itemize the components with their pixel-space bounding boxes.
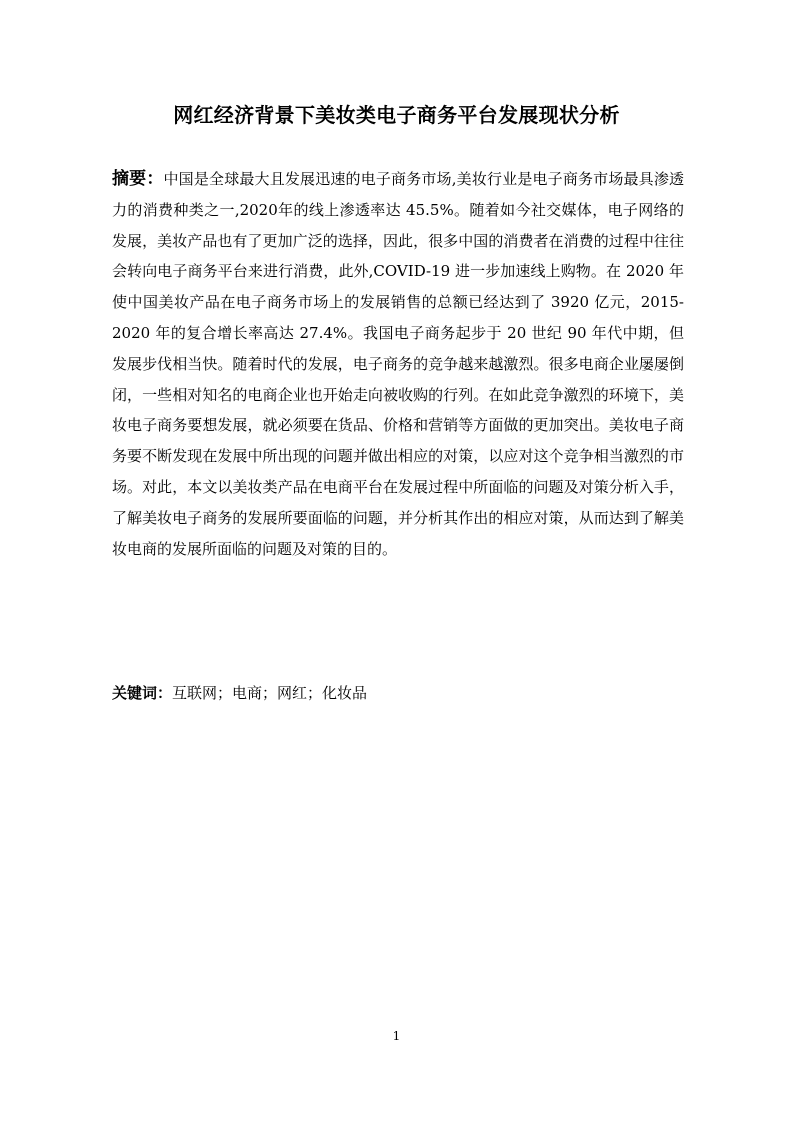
keywords-label: 关键词： — [112, 684, 173, 702]
abstract-label: 摘要： — [112, 169, 164, 189]
keywords-line — [112, 678, 684, 708]
document-title: 网红经济背景下美妆类电子商务平台发展现状分析 — [173, 103, 620, 127]
page-number: 1 — [392, 1029, 401, 1043]
keywords-text: 互联网；电商；网红；化妆品 — [172, 684, 368, 702]
abstract-paragraph — [112, 164, 684, 564]
abstract-text: 中国是全球最大且发展迅速的电子商务市场,美妆行业是电子商务市场最具渗透力的消费种类之一,2020年的线上渗透率达 45.5%。随着如今社交媒体，电子网络的发展，美妆产品也有了更加广泛的选择，因此，很多中国的消费者在消费的过程中往往会转向电子商务平台来进行消费，此外,COVID-19 进一步加速线上购物。在 2020 年使中国美妆产品在电子商务市场上的发展销售的总额已经达到了 3920 亿元，2015-2020 年的复合增长率高达 27.4%。我国电子商务起步于 20 世纪 90 年代中期，但发展步伐相当快。随着时代的发展，电子商务的竞争越来越激烈。很多电商企业屡屡倒闭，一些相对知名的电商企业也开始走向被收购的行列。在如此竞争激烈的环境下，美妆电子商务要想发展，就必须要在货品、价格和营销等方面做的更加突出。美妆电子商务要不断发现在发展中所出现的问题并做出相应的对策，以应对这个竞争相当激烈的市场。对此，本文以美妆类产品在电商平台在发展过程中所面临的问题及对策分析入手，了解美妆电子商务的发展所要面临的问题，并分析其作出的相应对策，从而达到了解美妆电商的发展所面临的问题及对策的目的。 — [112, 170, 685, 558]
